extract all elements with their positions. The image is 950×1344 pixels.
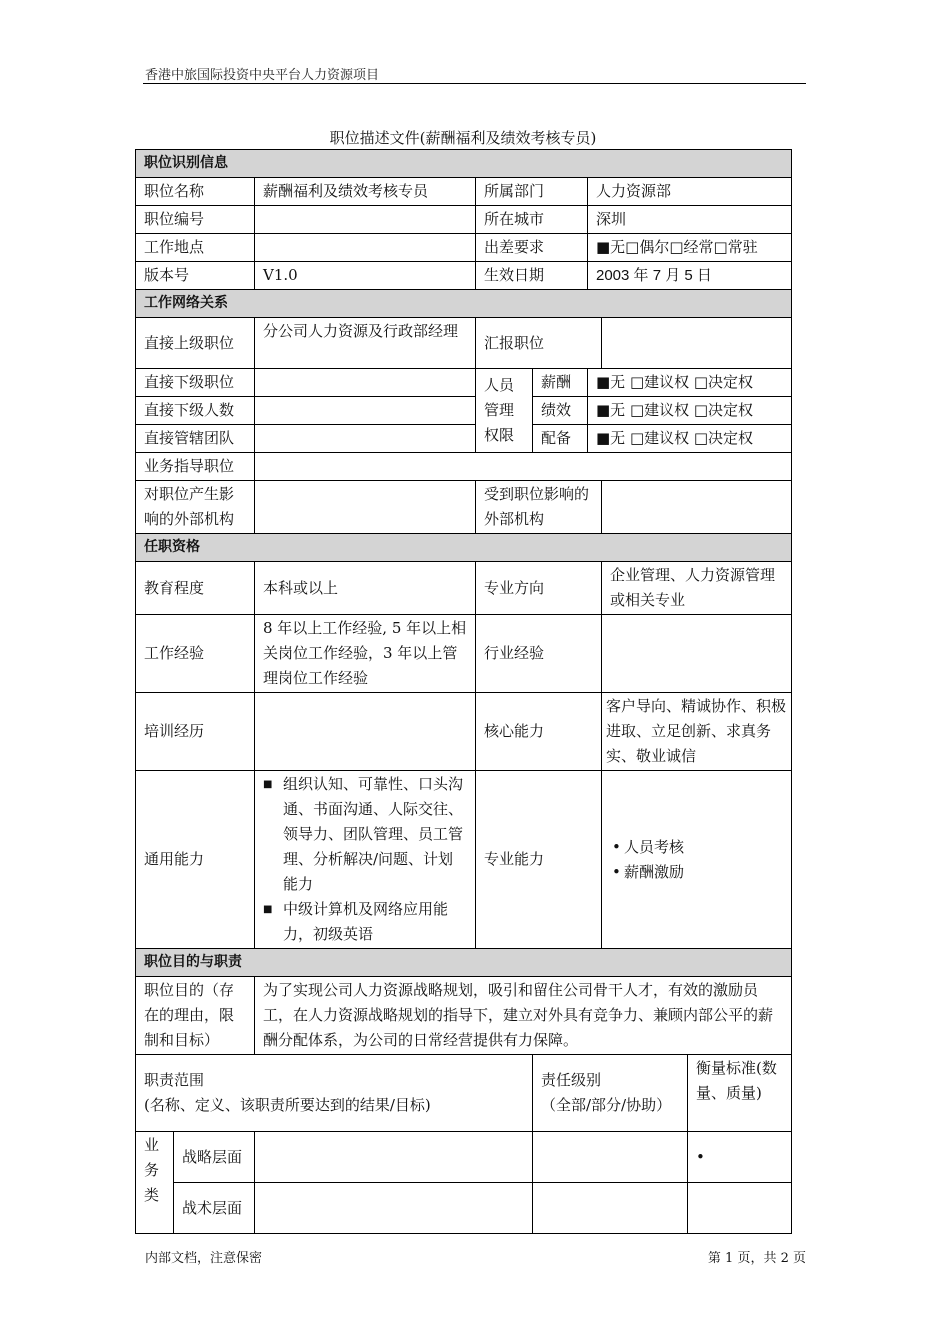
general-item-text: 中级计算机及网络应用能力，初级英语 [283, 900, 449, 943]
location-label: 工作地点 [136, 234, 255, 262]
general-label: 通用能力 [136, 771, 255, 949]
footer-page-number: 第 1 页，共 2 页 [707, 1251, 806, 1266]
superior-value: 分公司人力资源及行政部经理 [255, 318, 476, 369]
prof-value [602, 771, 792, 949]
industry-label: 行业经验 [476, 615, 602, 693]
dept-value: 人力资源部 [588, 178, 792, 206]
prof-item-text: 薪酬激励 [624, 862, 685, 881]
header-project: 香港中旅国际投资中央平台人力资源项目 [145, 68, 380, 83]
section-title-purpose: 职位目的与职责 [136, 949, 792, 977]
core-value: 客户导向、精诚协作、积极进取、立足创新、求真务实、敬业诚信 [602, 693, 792, 771]
ext-affect-label: 对职位产生影响的外部机构 [136, 481, 255, 534]
biz-label [136, 1132, 174, 1234]
strategic-scope [255, 1132, 533, 1183]
strategic-label: 战略层面 [174, 1132, 255, 1183]
core-label: 核心能力 [476, 693, 602, 771]
square-bullet-icon: ■ [263, 779, 273, 790]
training-value [255, 693, 476, 771]
general-item [263, 897, 467, 947]
city-label: 所在城市 [476, 206, 588, 234]
perf-label: 绩效 [533, 397, 588, 425]
industry-value [602, 615, 792, 693]
team-value [255, 425, 476, 453]
prof-item-text: 人员考核 [624, 837, 685, 856]
city-value: 深圳 [588, 206, 792, 234]
guide-label: 业务指导职位 [136, 453, 255, 481]
perf-authority-value: ■无 □建议权 □决定权 [588, 397, 792, 425]
biz-label-3: 类 [144, 1186, 160, 1204]
strategic-measure [688, 1132, 792, 1183]
training-label: 培训经历 [136, 693, 255, 771]
general-list [263, 772, 467, 947]
major-label: 专业方向 [476, 562, 602, 615]
job-code-label: 职位编号 [136, 206, 255, 234]
measure-header: 衡量标准(数量、质量) [688, 1055, 792, 1132]
tactical-scope [255, 1183, 533, 1234]
purpose-value: 为了实现公司人力资源战略规划，吸引和留住公司骨干人才，有效的激励员工，在人力资源战略规划的指导下，建立对外具有竞争力、兼顾内部公平的薪酬分配体系，为公司的日常经营提供有力保障。 [255, 977, 792, 1055]
report-value [602, 318, 792, 369]
tactical-label: 战术层面 [174, 1183, 255, 1234]
scope-header [136, 1055, 533, 1132]
exp-label: 工作经验 [136, 615, 255, 693]
purpose-label: 职位目的（存在的理由，限制和目标） [136, 977, 255, 1055]
effective-date-label: 生效日期 [476, 262, 588, 290]
authority-label-1: 人员 [484, 376, 515, 394]
header-rule [143, 83, 806, 84]
exp-value: 8 年以上工作经验, 5 年以上相关岗位工作经验，3 年以上管理岗位工作经验 [255, 615, 476, 693]
salary-authority-value: ■无 □建议权 □决定权 [588, 369, 792, 397]
salary-label: 薪酬 [533, 369, 588, 397]
general-item-text: 组织认知、可靠性、口头沟通、书面沟通、人际交往、领导力、团队管理、员工管理、分析解决/问题、计划能力 [283, 775, 464, 893]
job-description-table [135, 149, 792, 1234]
tactical-level [533, 1183, 688, 1234]
subordinate-label: 直接下级职位 [136, 369, 255, 397]
ext-affected-label: 受到职位影响的外部机构 [476, 481, 602, 534]
guide-value [255, 453, 792, 481]
prof-item [612, 860, 783, 885]
prof-label: 专业能力 [476, 771, 602, 949]
team-label: 直接管辖团队 [136, 425, 255, 453]
prof-list [610, 835, 783, 885]
square-bullet-icon: ■ [263, 904, 273, 915]
prof-item [612, 835, 783, 860]
level-sublabel: （全部/部分/协助） [541, 1096, 672, 1114]
footer-confidential: 内部文档，注意保密 [145, 1251, 263, 1266]
strategic-level [533, 1132, 688, 1183]
sub-count-label: 直接下级人数 [136, 397, 255, 425]
effective-date-value: 2003 年 7 月 5 日 [588, 262, 792, 290]
level-header [533, 1055, 688, 1132]
biz-label-2: 务 [144, 1161, 160, 1179]
authority-label-3: 权限 [484, 426, 515, 444]
dot-bullet-icon: • [696, 1147, 705, 1166]
section-title-network: 工作网络关系 [136, 290, 792, 318]
dept-label: 所属部门 [476, 178, 588, 206]
section-title-qualification: 任职资格 [136, 534, 792, 562]
version-label: 版本号 [136, 262, 255, 290]
authority-label-2: 管理 [484, 401, 515, 419]
staffing-authority-value: ■无 □建议权 □决定权 [588, 425, 792, 453]
major-value: 企业管理、人力资源管理或相关专业 [602, 562, 792, 615]
job-name-label: 职位名称 [136, 178, 255, 206]
travel-value: ■无□偶尔□经常□常驻 [588, 234, 792, 262]
dot-bullet-icon: • [612, 837, 621, 856]
dot-bullet-icon: • [612, 862, 621, 881]
report-label: 汇报职位 [476, 318, 602, 369]
scope-sublabel: (名称、定义、该职责所要达到的结果/目标) [144, 1096, 431, 1114]
scope-label: 职责范围 [144, 1071, 205, 1089]
staffing-label: 配备 [533, 425, 588, 453]
subordinate-value [255, 369, 476, 397]
sub-count-value [255, 397, 476, 425]
superior-label: 直接上级职位 [136, 318, 255, 369]
general-value [255, 771, 476, 949]
section-title-identification: 职位识别信息 [136, 150, 792, 178]
biz-label-1: 业 [144, 1136, 160, 1154]
general-item [263, 772, 467, 897]
edu-label: 教育程度 [136, 562, 255, 615]
ext-affected-value [602, 481, 792, 534]
travel-label: 出差要求 [476, 234, 588, 262]
tactical-measure [688, 1183, 792, 1234]
doc-title: 职位描述文件(薪酬福利及绩效考核专员) [329, 129, 597, 147]
location-value [255, 234, 476, 262]
ext-affect-value [255, 481, 476, 534]
authority-label [476, 369, 533, 453]
job-code-value [255, 206, 476, 234]
version-value: V1.0 [255, 262, 476, 290]
job-name-value: 薪酬福利及绩效考核专员 [255, 178, 476, 206]
edu-value: 本科或以上 [255, 562, 476, 615]
level-label: 责任级别 [541, 1071, 602, 1089]
